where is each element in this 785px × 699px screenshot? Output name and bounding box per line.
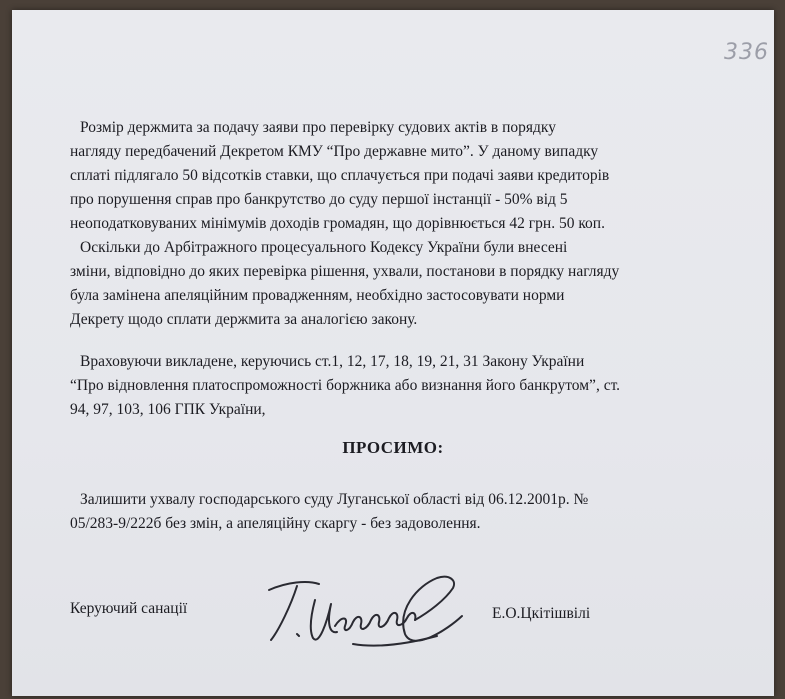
paragraph-legal-basis — [70, 350, 750, 422]
text-line: про порушення справ про банкрутство до суду першої інстанції - 50% від 5 — [70, 191, 568, 208]
text-line: Залишити ухвалу господарського суду Луганської області від 06.12.2001р. № — [80, 491, 589, 508]
text-line: сплаті підлягало 50 відсотків ставки, що сплачується при подачі заяви кредиторів — [70, 167, 610, 184]
text-line: зміни, відповідно до яких перевірка рішення, ухвали, постанови в порядку нагляду — [70, 263, 620, 280]
paragraph-request — [70, 488, 750, 536]
handwritten-signature — [257, 560, 467, 660]
request-heading: ПРОСИМО: — [342, 438, 444, 457]
document-page — [12, 10, 774, 696]
text-line: Декрету щодо сплати держмита за аналогією закону. — [70, 311, 418, 328]
text-line: була замінена апеляційним провадженням, необхідно застосовувати норми — [70, 287, 565, 304]
text-line: 94, 97, 103, 106 ГПК України, — [70, 401, 266, 418]
signatory-title: Керуючий санації — [70, 600, 188, 617]
page-number: 336 — [724, 40, 769, 65]
paragraph-amendments — [70, 236, 750, 332]
text-line: 05/283-9/222б без змін, а апеляційну скаргу - без задоволення. — [70, 515, 481, 532]
paragraph-fee — [70, 116, 750, 236]
text-line: “Про відновлення платоспроможності боржника або визнання його банкрутом”, ст. — [70, 377, 621, 394]
text-line: Розмір держмита за подачу заяви про перевірку судових актів в порядку — [80, 119, 556, 136]
text-line: Оскільки до Арбітражного процесуального Кодексу України були внесені — [80, 239, 568, 256]
text-line: неоподатковуваних мінімумів доходів громадян, що дорівнюється 42 грн. 50 коп. — [70, 215, 605, 232]
text-line: нагляду передбачений Декретом КМУ “Про державне мито”. У даному випадку — [70, 143, 599, 160]
text-line: Враховуючи викладене, керуючись ст.1, 12, 17, 18, 19, 21, 31 Закону України — [80, 353, 585, 370]
signatory-name: Е.О.Цкітішвілі — [492, 605, 591, 622]
